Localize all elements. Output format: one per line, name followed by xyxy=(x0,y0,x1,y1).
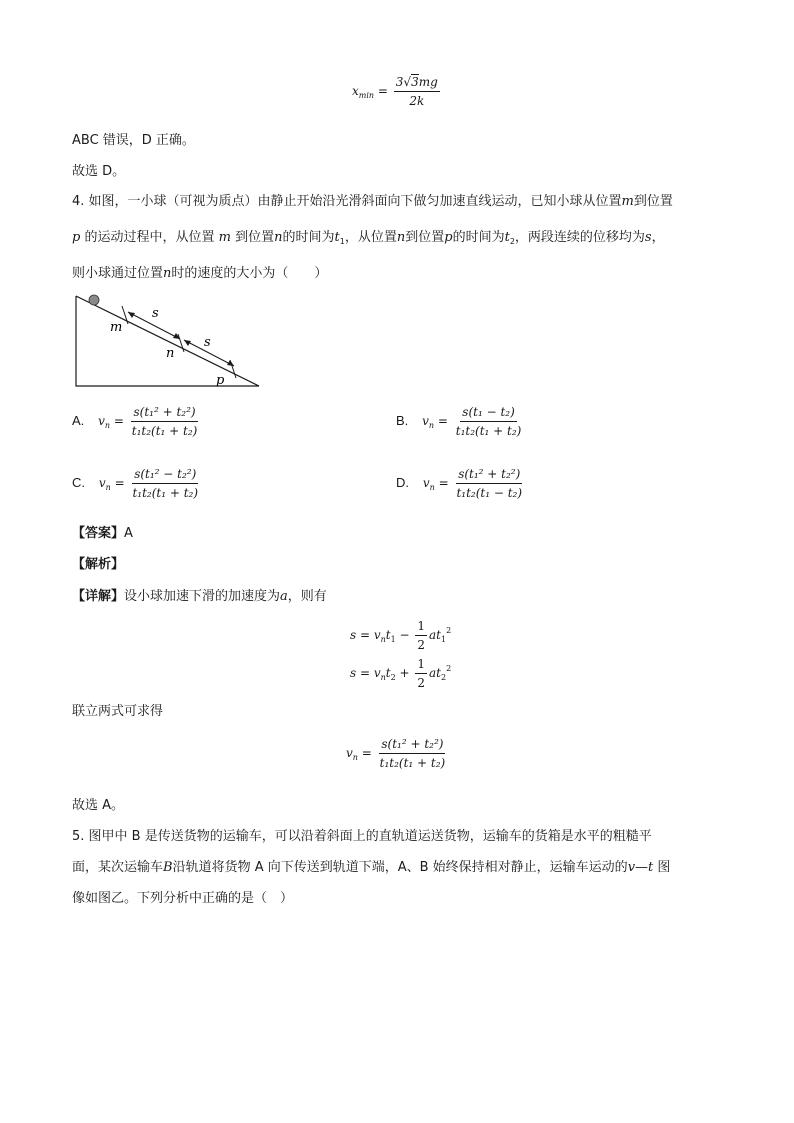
combine-line: 联立两式可求得 xyxy=(72,704,164,719)
result-formula: $v_n$ = $\frac{\text{s(t₁² + t₂²)}}{\text{t₁t₂(t₁ + t₂)}}$ xyxy=(346,737,446,770)
incline-figure xyxy=(70,290,265,390)
label-p: p xyxy=(216,373,225,388)
equation-2: $s = v_nt_2$ + $\frac{1}{2}$ $at_2^2$ xyxy=(350,657,452,690)
option-b[interactable]: B. $v_n$ = $\frac{\text{s(t₁ − t₂)}}{\text{t₁t₂(t₁ + t₂)}}$ xyxy=(396,405,522,438)
q5-line-1: 5. 图甲中 B 是传送货物的运输车，可以沿着斜面上的直轨道运送货物，运输车的货箱是水平的粗糙平 xyxy=(72,829,652,844)
q4-line-3: 则小球通过位置n时的速度的大小为（ ） xyxy=(72,266,328,281)
q5-line-2: 面，某次运输车B沿轨道将货物 A 向下传送到轨道下端，A、B 始终保持相对静止，运输车运动的v—t 图 xyxy=(72,860,671,875)
analysis-line: 【解析】 xyxy=(72,557,125,572)
abc-wrong-line: ABC 错误，D 正确。 xyxy=(72,133,195,148)
choose-d-line: 故选 D。 xyxy=(72,164,126,179)
option-a[interactable]: A. $v_n$ = $\frac{\text{s(t₁² + t₂²)}}{\text{t₁t₂(t₁ + t₂)}}$ xyxy=(72,405,198,438)
label-s2: s xyxy=(204,335,211,350)
q4-line-2: p 的运动过程中，从位置 m 到位置n的时间为$t_1$，从位置n到位置p的时间为$t_2$，两段连续的位移均为s， xyxy=(72,230,665,246)
answer-line: 【答案】A xyxy=(72,526,133,541)
detail-line: 【详解】设小球加速下滑的加速度为a，则有 xyxy=(72,589,327,604)
choose-a-line: 故选 A。 xyxy=(72,798,125,813)
top-formula: $x_{min}$ = $\frac{3√3mg}{2k}$ xyxy=(352,75,438,108)
tick-m xyxy=(122,306,128,324)
q5-line-3: 像如图乙。下列分析中正确的是（ ） xyxy=(72,891,294,906)
label-s1: s xyxy=(152,306,159,321)
equation-1: $s = v_nt_1$ − $\frac{1}{2}$ $at_1^2$ xyxy=(350,619,452,652)
option-c[interactable]: C. $v_n$ = $\frac{\text{s(t₁² − t₂²)}}{\text{t₁t₂(t₁ + t₂)}}$ xyxy=(72,467,199,500)
option-d[interactable]: D. $v_n$ = $\frac{\text{s(t₁² + t₂²)}}{\text{t₁t₂(t₁ − t₂)}}$ xyxy=(396,467,523,500)
incline-triangle xyxy=(76,296,259,386)
label-m: m xyxy=(110,320,123,335)
ball xyxy=(89,295,99,305)
tick-n xyxy=(178,334,184,352)
label-n: n xyxy=(166,346,175,361)
q4-line-1: 4. 如图，一小球（可视为质点）由静止开始沿光滑斜面向下做匀加速直线运动，已知小球从位置m到位置 xyxy=(72,194,673,209)
